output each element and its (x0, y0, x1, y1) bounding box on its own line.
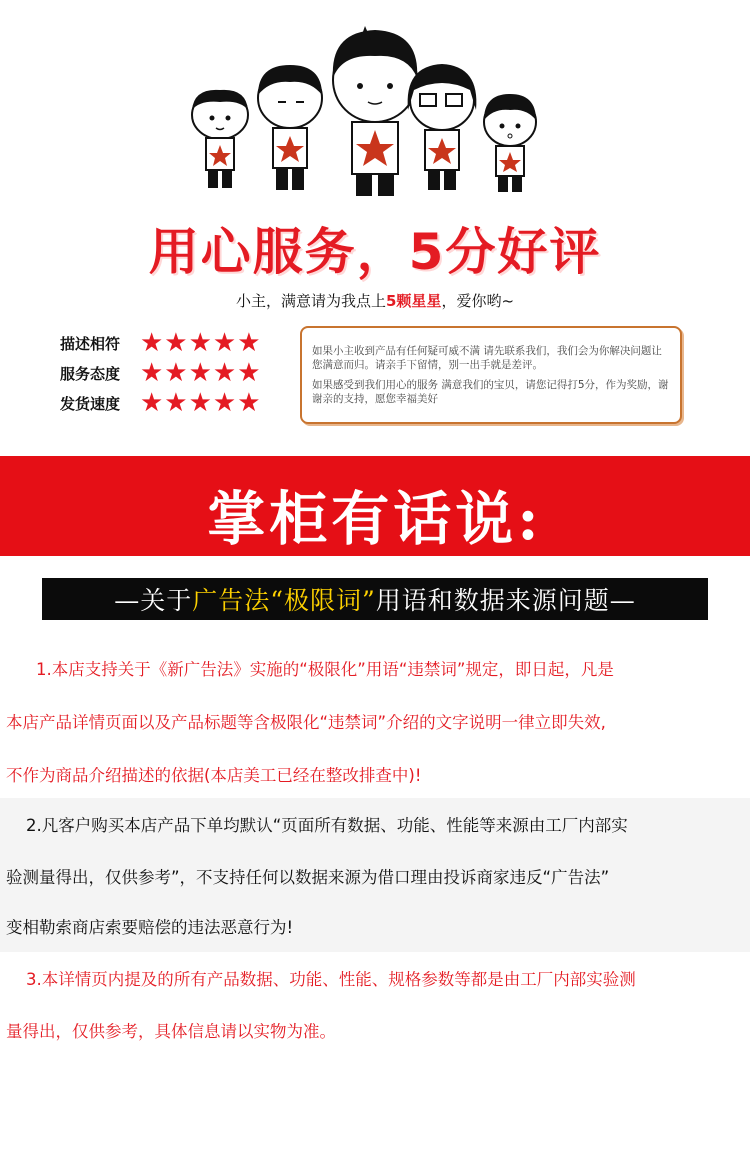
subline-before: 小主，满意请为我点上 (235, 292, 386, 310)
banner-title: 掌柜有话说: (207, 485, 543, 553)
rating-row-description (60, 330, 262, 356)
rating-label: 描述相符 (60, 334, 121, 353)
notice-section-1 (0, 636, 750, 798)
subtitle-bar (42, 578, 708, 620)
star-icon: ★★★★★ (140, 328, 262, 358)
notice-line: 2.凡客户购买本店产品下单均默认“页面所有数据、功能、性能等来源由工厂内部实 (26, 816, 628, 835)
star-icon: ★★★★★ (140, 388, 262, 418)
notice-line: 1.本店支持关于《新广告法》实施的“极限化”用语“违禁词”规定，即日起，凡是 (36, 660, 614, 679)
notice-section-3 (0, 952, 750, 1062)
rating-row-service (60, 360, 262, 386)
note-paragraph-2: 如果感受到我们用心的服务 满意我们的宝贝，请您记得打5分，作为奖励，谢谢亲的支持，愿您幸福美好 (312, 379, 669, 405)
slogan-heading: 用心服务，5分好评 (148, 223, 602, 281)
notice-line: 验测量得出，仅供参考”，不支持任何以数据来源为借口理由投诉商家违反“广告法” (6, 868, 610, 887)
subtitle-part-c: 用语和数据来源问题— (375, 586, 636, 615)
rating-label: 发货速度 (60, 394, 121, 413)
kid-figure (258, 65, 322, 190)
rating-request-text (0, 290, 750, 311)
rating-row-shipping (60, 390, 262, 416)
subtitle-part-b: 广告法“极限词” (192, 586, 376, 615)
note-paragraph-1: 如果小主收到产品有任何疑可威不满 请先联系我们，我们会为你解决问题让您满意而归。请亲手下留情，别一出手就是差评。 (312, 345, 662, 371)
notice-line: 不作为商品介绍描述的依据(本店美工已经在整改排查中)! (6, 766, 422, 785)
subline-highlight: 5颗星星 (386, 292, 442, 310)
notice-line: 本店产品详情页面以及产品标题等含极限化“违禁词”介绍的文字说明一律立即失效, (6, 713, 606, 732)
subtitle-part-a: —关于 (114, 586, 193, 615)
notice-section-2 (0, 798, 750, 952)
kid-figure (408, 64, 477, 190)
cartoon-kids-illustration (180, 10, 570, 210)
notice-line: 量得出，仅供参考，具体信息请以实物为准。 (6, 1022, 336, 1041)
note-box (300, 326, 682, 424)
notice-line: 3.本详情页内提及的所有产品数据、功能、性能、规格参数等都是由工厂内部实验测 (26, 970, 636, 989)
subline-after: ，爱你哟~ (441, 292, 515, 310)
notice-line: 变相勒索商店索要赔偿的违法恶意行为! (6, 918, 294, 937)
kid-figure (192, 90, 248, 188)
rating-label: 服务态度 (60, 364, 121, 383)
star-icon: ★★★★★ (140, 358, 262, 388)
kid-figure (333, 26, 417, 196)
kid-figure (484, 94, 536, 192)
